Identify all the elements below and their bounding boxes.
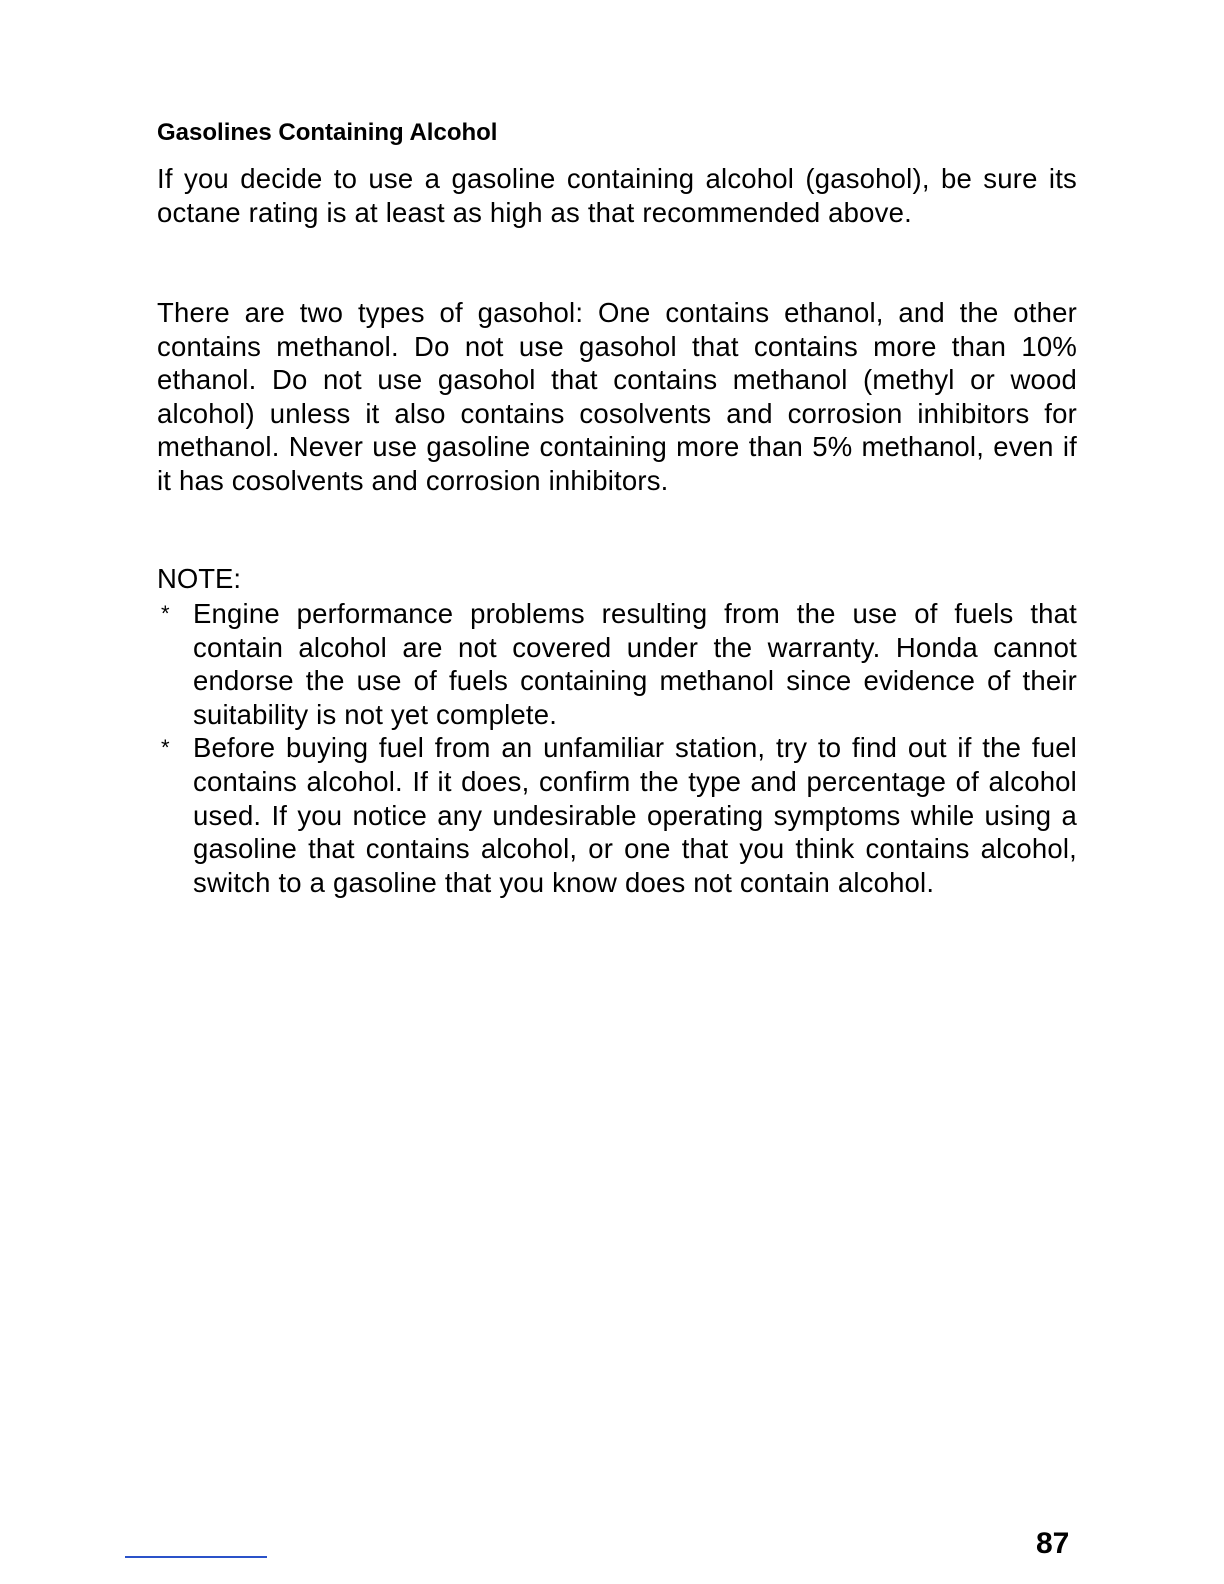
paragraph-octane-rating: If you decide to use a gasoline containing alcohol (gasohol), be sure its octane rating is at least as high as that recommended above.: [157, 163, 1077, 228]
footer-rule: [125, 1556, 267, 1558]
page-number: 87: [1036, 1527, 1070, 1560]
paragraph-gasohol-types: There are two types of gasohol: One contains ethanol, and the other contains methanol. Do not use gasohol that contains more than 10% ethanol. Do not use gasohol that contains methanol (methyl or wood alcohol) unless it also contains cosolvents and corrosion inhibitors for methanol. Never use gasoline containing more than 5% methanol, even if it has cosolvents and corrosion inhibitors.: [157, 297, 1077, 496]
section-title: Gasolines Containing Alcohol: [157, 119, 498, 146]
asterisk-bullet-icon: *: [161, 601, 170, 626]
note-item-text: Before buying fuel from an unfamiliar station, try to find out if the fuel contains alcohol. If it does, confirm the type and percentage of alcohol used. If you notice any undesirable operating symptoms while using a gasoline that contains alcohol, or one that you think contains alcohol, switch to a gasoline that you know does not contain alcohol.: [193, 732, 1077, 898]
asterisk-bullet-icon: *: [161, 735, 170, 761]
note-label: NOTE:: [157, 563, 242, 594]
note-item: [157, 731, 1077, 899]
note-list: [157, 597, 1077, 899]
note-item: [157, 597, 1077, 731]
note-item-text: Engine performance problems resulting from the use of fuels that contain alcohol are not covered under the warranty. Honda cannot endorse the use of fuels containing methanol since evidence of their suitability is not yet complete.: [193, 598, 1077, 730]
